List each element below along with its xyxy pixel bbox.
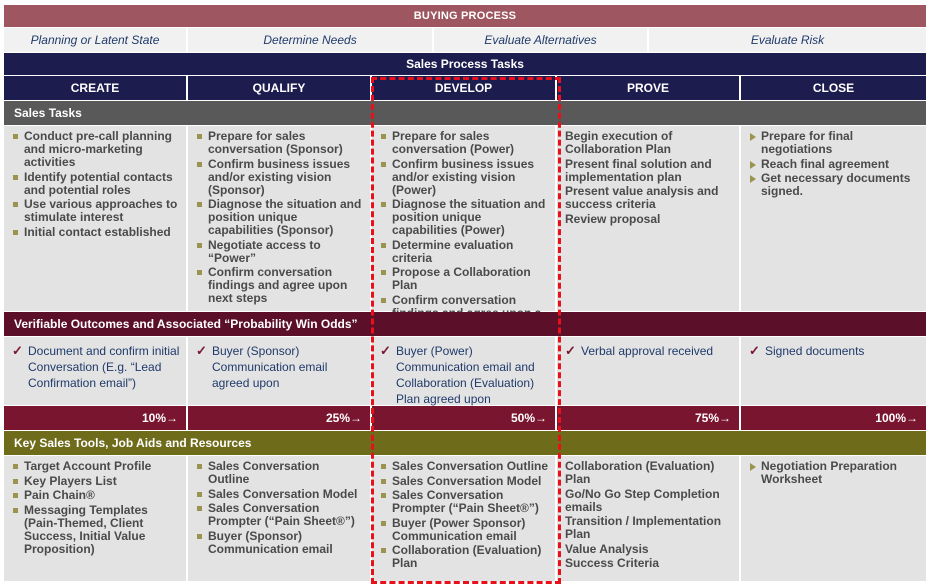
task-item: Confirm business issues and/or existing vision (Power) xyxy=(380,158,549,197)
tools-close-cell xyxy=(741,456,926,581)
task-item: Reach final agreement xyxy=(749,158,920,171)
task-item: Conduct pre-call planning and micro-marketing activities xyxy=(12,130,180,169)
phase-develop: DEVELOP xyxy=(372,76,557,100)
tools-create-cell xyxy=(4,456,188,581)
tool-item: Go/No Go Step Completion emails xyxy=(565,486,720,514)
task-item: Prepare for final negotiations xyxy=(749,130,920,156)
tool-item: Sales Conversation Outline xyxy=(380,460,549,473)
task-item: Confirm business issues and/or existing vision (Sponsor) xyxy=(196,158,364,197)
task-item: Determine evaluation criteria xyxy=(380,239,549,265)
tool-item: Collaboration (Evaluation) Plan xyxy=(380,544,549,570)
odds-qualify: 25%→ xyxy=(188,406,372,430)
check-icon: ✓ xyxy=(565,343,576,358)
tool-item: Success Criteria xyxy=(565,556,660,570)
task-item: Present final solution and implementation plan xyxy=(565,156,712,184)
odds-develop: 50%→ xyxy=(372,406,557,430)
task-item: Use various approaches to stimulate interest xyxy=(12,198,180,224)
tool-item: Buyer (Sponsor) Communication email xyxy=(196,530,364,556)
task-item: Identify potential contacts and potential roles xyxy=(12,171,180,197)
tool-item: Buyer (Power Sponsor) Communication email xyxy=(380,517,549,543)
phase-qualify: QUALIFY xyxy=(188,76,372,100)
outcome-close-cell xyxy=(741,337,926,405)
outcome-create-cell xyxy=(4,337,188,405)
odds-close: 100%→ xyxy=(741,406,926,430)
phase-create: CREATE xyxy=(4,76,188,100)
tool-item: Messaging Templates (Pain-Themed, Client Success, Initial Value Proposition) xyxy=(12,504,180,556)
sales-tasks-header: Sales Tasks xyxy=(4,101,926,125)
outcome-text: Document and confirm initial Conversation (E.g. “Lead Confirmation email”) xyxy=(28,344,180,390)
sales-tasks-row xyxy=(4,126,926,311)
outcome-text: Buyer (Power) Communication email and Collaboration (Evaluation) Plan agreed upon xyxy=(396,344,535,406)
outcome-text: Signed documents xyxy=(765,344,865,358)
buying-process-header: BUYING PROCESS xyxy=(4,5,926,27)
stage-evaluate-alternatives: Evaluate Alternatives xyxy=(434,28,649,52)
phases-row xyxy=(4,76,926,100)
outcomes-row xyxy=(4,337,926,405)
phase-close: CLOSE xyxy=(741,76,926,100)
task-item: Negotiate access to “Power” xyxy=(196,239,364,265)
task-item: Diagnose the situation and position unique capabilities (Sponsor) xyxy=(196,198,364,237)
outcome-text: Buyer (Sponsor) Communication email agreed upon xyxy=(212,344,328,390)
task-item: Initial contact established xyxy=(12,226,180,239)
check-icon: ✓ xyxy=(380,343,391,358)
task-item: Prepare for sales conversation (Sponsor) xyxy=(196,130,364,156)
check-icon: ✓ xyxy=(196,343,207,358)
tool-item: Collaboration (Evaluation) Plan xyxy=(565,459,715,486)
outcome-text: Verbal approval received xyxy=(581,344,714,358)
tools-develop-cell xyxy=(372,456,557,581)
outcome-prove-cell xyxy=(557,337,741,405)
tool-item: Key Players List xyxy=(12,475,180,488)
tool-item: Sales Conversation Prompter (“Pain Sheet®”) xyxy=(196,502,364,528)
task-item: Confirm conversation findings and agree upon next steps xyxy=(196,266,364,305)
stage-evaluate-risk: Evaluate Risk xyxy=(649,28,926,52)
task-item: Diagnose the situation and position unique capabilities (Power) xyxy=(380,198,549,237)
check-icon: ✓ xyxy=(749,343,760,358)
buying-stages-row xyxy=(4,28,926,52)
outcome-qualify-cell xyxy=(188,337,372,405)
outcomes-header: Verifiable Outcomes and Associated “Probability Win Odds” xyxy=(4,312,926,336)
tool-item: Value Analysis xyxy=(565,541,649,556)
task-item: Begin execution of Collaboration Plan xyxy=(565,129,673,156)
tool-item: Negotiation Preparation Worksheet xyxy=(749,460,920,486)
outcome-develop-cell xyxy=(372,337,557,405)
tool-item: Pain Chain® xyxy=(12,489,180,502)
stage-planning: Planning or Latent State xyxy=(4,28,188,52)
task-item: Confirm conversation xyxy=(380,294,549,333)
tasks-qualify-cell xyxy=(188,126,372,311)
tasks-create-cell xyxy=(4,126,188,311)
tool-item: Sales Conversation Model xyxy=(380,475,549,488)
tool-item: Transition / Implementation Plan xyxy=(565,514,722,541)
task-item: Present value analysis and success criteria xyxy=(565,184,719,211)
win-odds-row xyxy=(4,406,926,430)
tasks-develop-cell xyxy=(372,126,557,311)
tools-row xyxy=(4,456,926,581)
task-item: Get necessary documents signed. xyxy=(749,172,920,198)
tools-header: Key Sales Tools, Job Aids and Resources xyxy=(4,431,926,455)
sales-process-tasks-header: Sales Process Tasks xyxy=(4,53,926,75)
tool-item: Target Account Profile xyxy=(12,460,180,473)
task-item: Propose a Collaboration Plan xyxy=(380,266,549,292)
tool-item: Sales Conversation Model xyxy=(196,488,364,501)
phase-prove: PROVE xyxy=(557,76,741,100)
tool-item: Sales Conversation Prompter (“Pain Sheet®”) xyxy=(380,489,549,515)
tools-prove-cell xyxy=(557,456,741,581)
tasks-prove-cell xyxy=(557,126,741,311)
odds-create: 10%→ xyxy=(4,406,188,430)
tool-item: Sales Conversation Outline xyxy=(196,460,364,486)
sales-process-matrix xyxy=(4,5,926,581)
tasks-close-cell xyxy=(741,126,926,311)
task-item: Review proposal xyxy=(565,211,661,226)
odds-prove: 75%→ xyxy=(557,406,741,430)
task-item: Prepare for sales conversation (Power) xyxy=(380,130,549,156)
stage-determine-needs: Determine Needs xyxy=(188,28,434,52)
check-icon: ✓ xyxy=(12,343,23,358)
tools-qualify-cell xyxy=(188,456,372,581)
